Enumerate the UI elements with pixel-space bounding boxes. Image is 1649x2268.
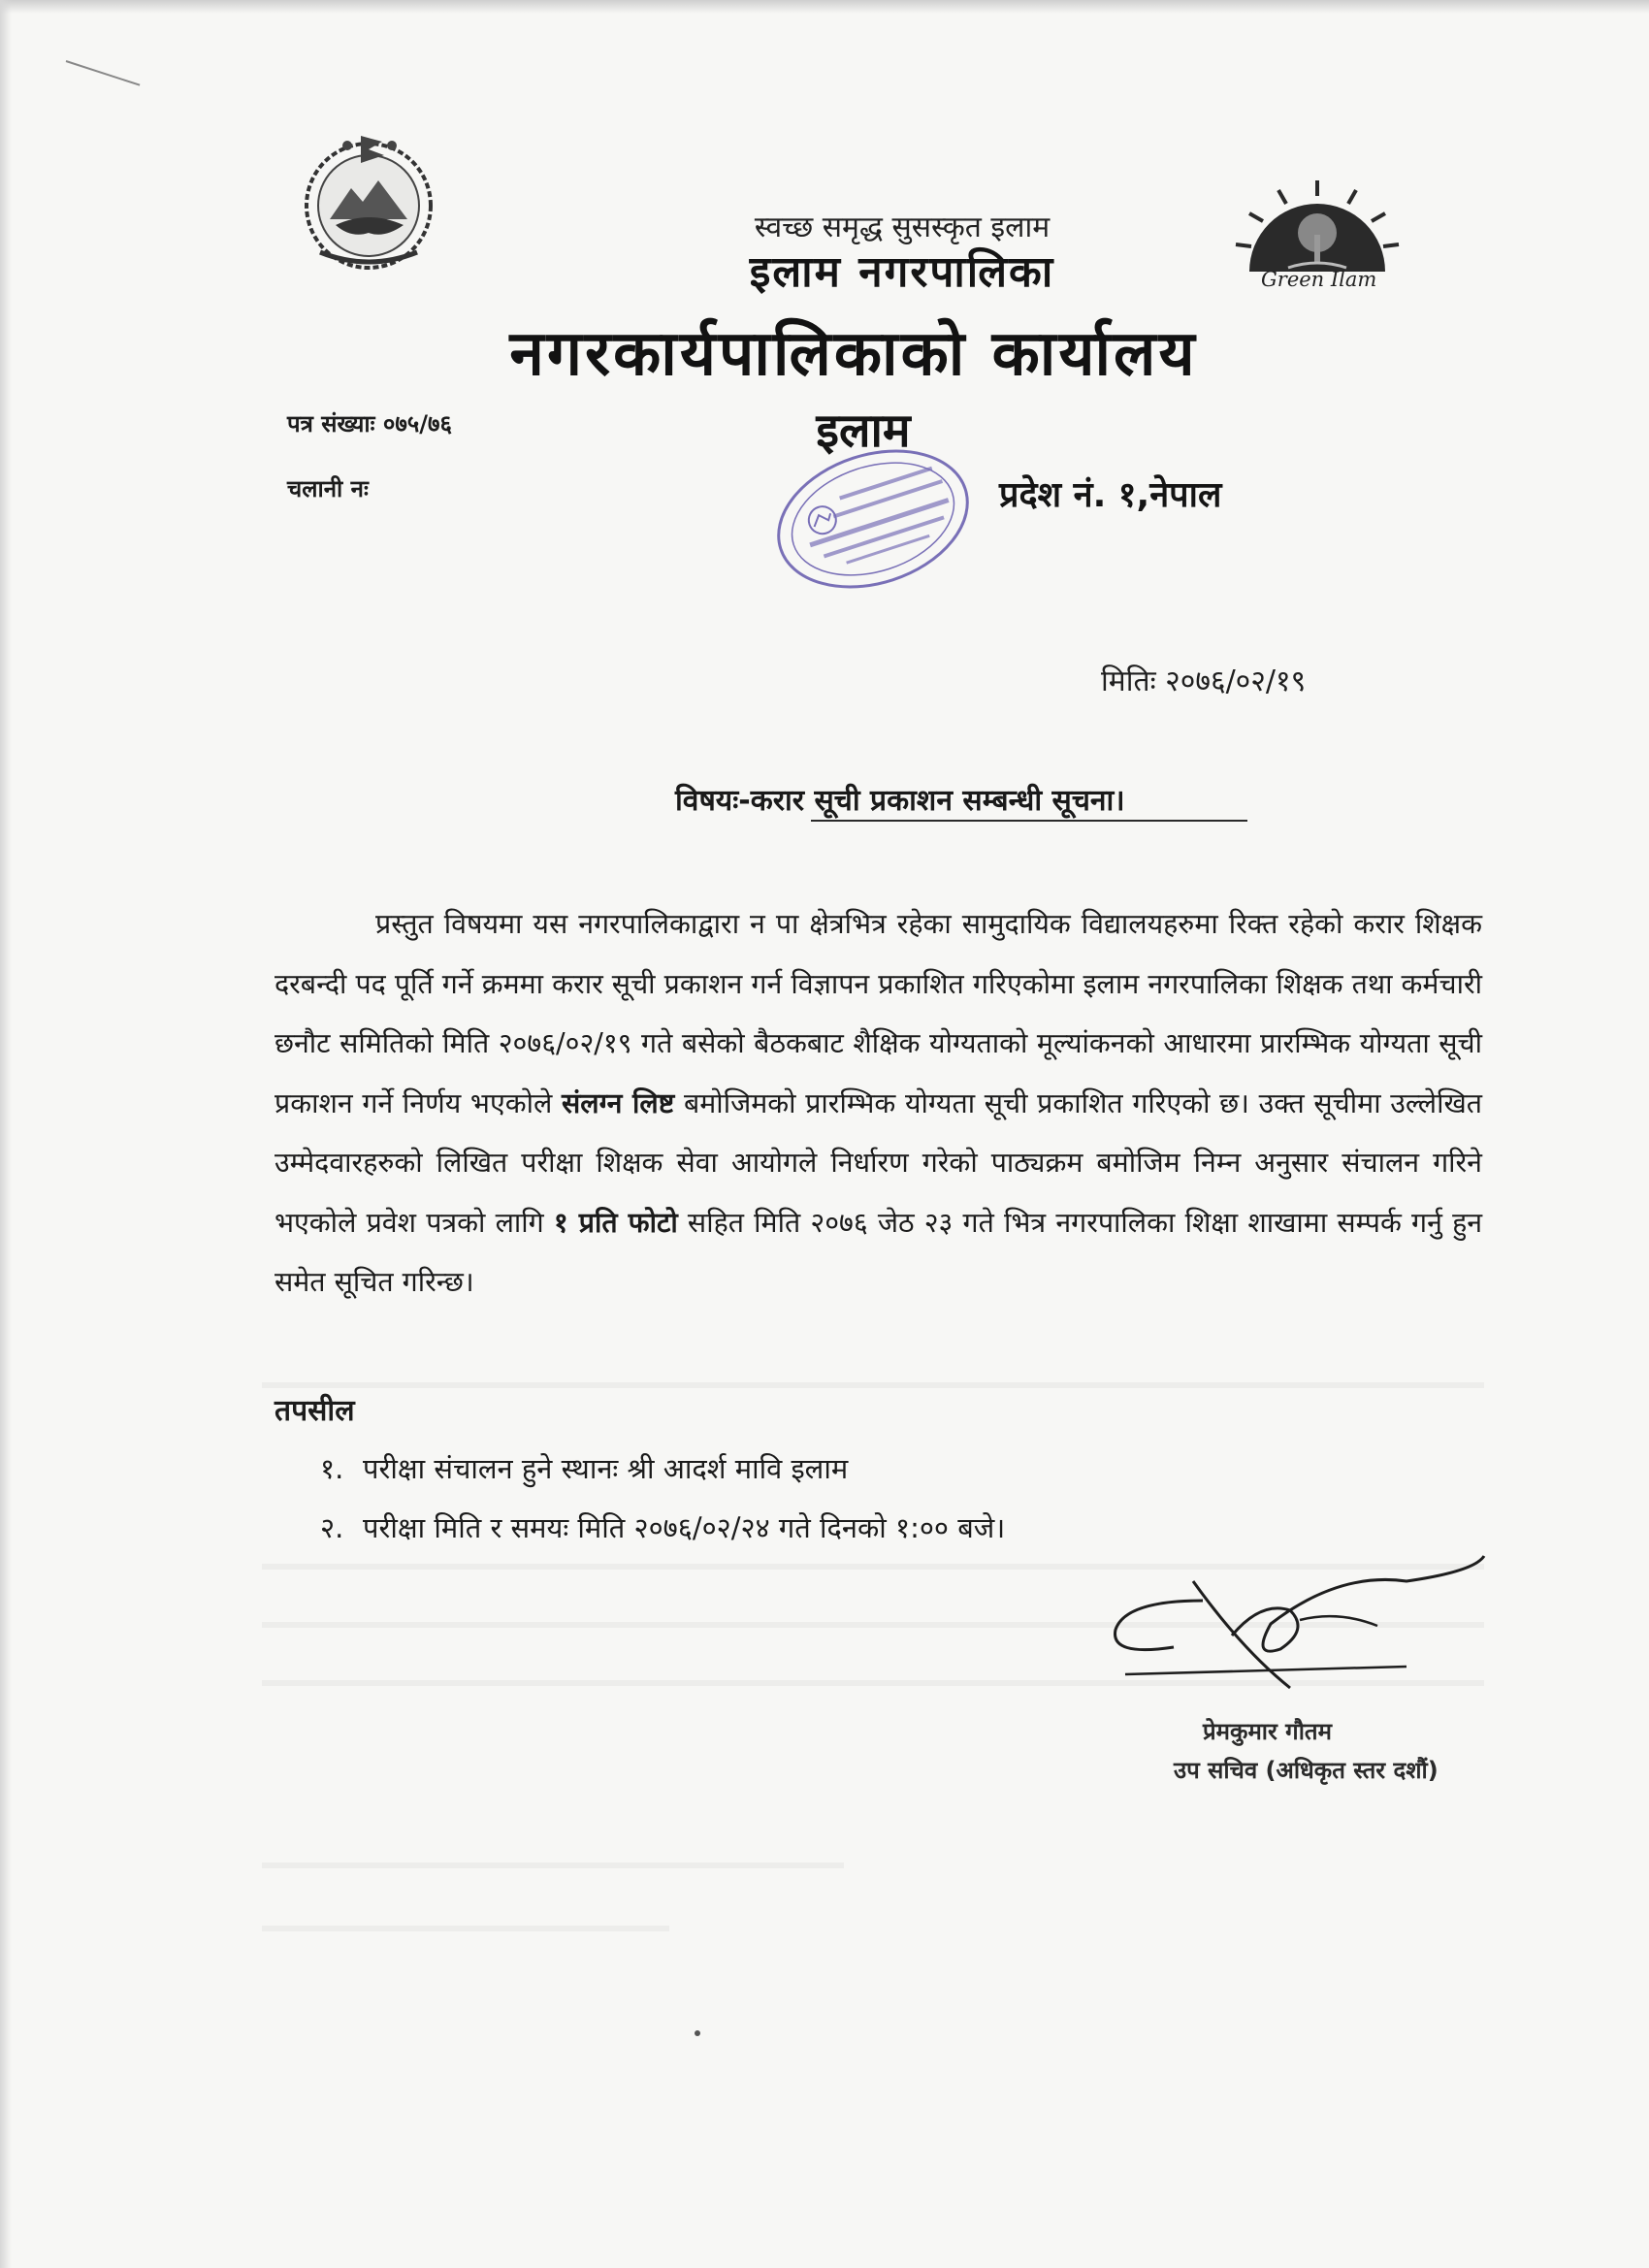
office-stamp-icon	[766, 437, 980, 601]
subject-underline	[811, 820, 1247, 822]
municipality-motto: स्वच्छ समृद्ध सुसस्कृत इलाम	[754, 211, 1051, 244]
bleed-through-line	[262, 1382, 1484, 1388]
body-part-3: सहित मिति २०७६ जेठ २३ गते भित्र नगरपालिका शिक्षा शाखामा सम्पर्क गर्नु हुन समेत सूचित गरिन्छ।	[275, 1206, 1483, 1298]
dispatch-number: चलानी नः	[287, 475, 369, 502]
annex-item-number: २.	[320, 1511, 344, 1544]
body-part-1: प्रस्तुत विषयमा यस नगरपालिकाद्वारा न पा क्षेत्रभित्र रहेका सामुदायिक विद्यालयहरुमा रिक्त रहेको करार शिक्षक दरबन्दी पद पूर्ति गर्ने क्रममा करार सूची प्रकाशन गर्न विज्ञापन प्रकाशित गरिएकोमा इलाम नगरपालिका शिक्षक तथा कर्मचारी छनौट समितिको मिति २०७६/०२/१९ गते बसेको बैठकबाट शैक्षिक योग्यताको मूल्यांकनको आधारमा प्रारम्भिक योग्यता सूची प्रकाशन गर्ने निर्णय भएकोले	[275, 908, 1482, 1119]
bleed-through-line	[262, 1926, 669, 1931]
signatory-name: प्रेमकुमार गौतम	[1203, 1718, 1332, 1745]
page-edge-shadow	[0, 0, 1649, 14]
annex-item	[320, 1449, 848, 1487]
body-bold-photo: १ प्रति फोटो	[553, 1206, 678, 1239]
municipality-name: इलाम नगरपालिका	[749, 247, 1055, 297]
scan-scratch-mark	[66, 60, 141, 86]
annex-item-text: परीक्षा संचालन हुने स्थानः श्री आदर्श मावि इलाम	[363, 1452, 849, 1485]
office-title: नगरकार्यपालिकाको कार्यालय	[509, 318, 1198, 390]
page-edge-shadow-left	[0, 0, 12, 2268]
letter-date: मितिः २०७६/०२/१९	[1101, 664, 1307, 698]
annex-item-number: १.	[320, 1452, 344, 1485]
annex-item	[320, 1508, 1005, 1546]
nepal-emblem-icon	[291, 124, 446, 279]
subject-prefix: विषयः-	[675, 784, 751, 818]
annex-heading: तपसील	[275, 1394, 355, 1428]
province-label: प्रदेश नं. १,नेपाल	[999, 475, 1222, 515]
scan-speck	[695, 2030, 700, 2036]
subject-text: करार सूची प्रकाशन सम्बन्धी सूचना।	[750, 784, 1125, 818]
bleed-through-line	[262, 1863, 844, 1868]
notice-body	[275, 894, 1482, 1312]
handwritten-signature-icon	[1086, 1542, 1494, 1717]
annex-item-text: परीक्षा मिति र समयः मिति २०७६/०२/२४ गते दिनको १:०० बजे।	[363, 1511, 1006, 1544]
signatory-designation: उप सचिव (अधिकृत स्तर दशौं)	[1174, 1757, 1439, 1784]
logo-caption: Green Ilam	[1261, 268, 1377, 291]
body-part-2: बमोजिमको प्रारम्भिक योग्यता सूची प्रकाशित गरिएको छ। उक्त सूचीमा उल्लेखित उम्मेदवारहरुको लिखित परीक्षा शिक्षक सेवा आयोगले निर्धारण गरेको पाठ्यक्रम बमोजिम निम्न अनुसार संचालन गरिने भएकोले प्रवेश पत्रको लागि	[275, 1086, 1483, 1239]
body-bold-attachment: संलग्न लिष्ट	[562, 1086, 675, 1119]
subject-line	[675, 779, 1125, 819]
office-location: इलाम	[816, 404, 911, 458]
letter-number: पत्र संख्याः ०७५/७६	[287, 410, 453, 437]
